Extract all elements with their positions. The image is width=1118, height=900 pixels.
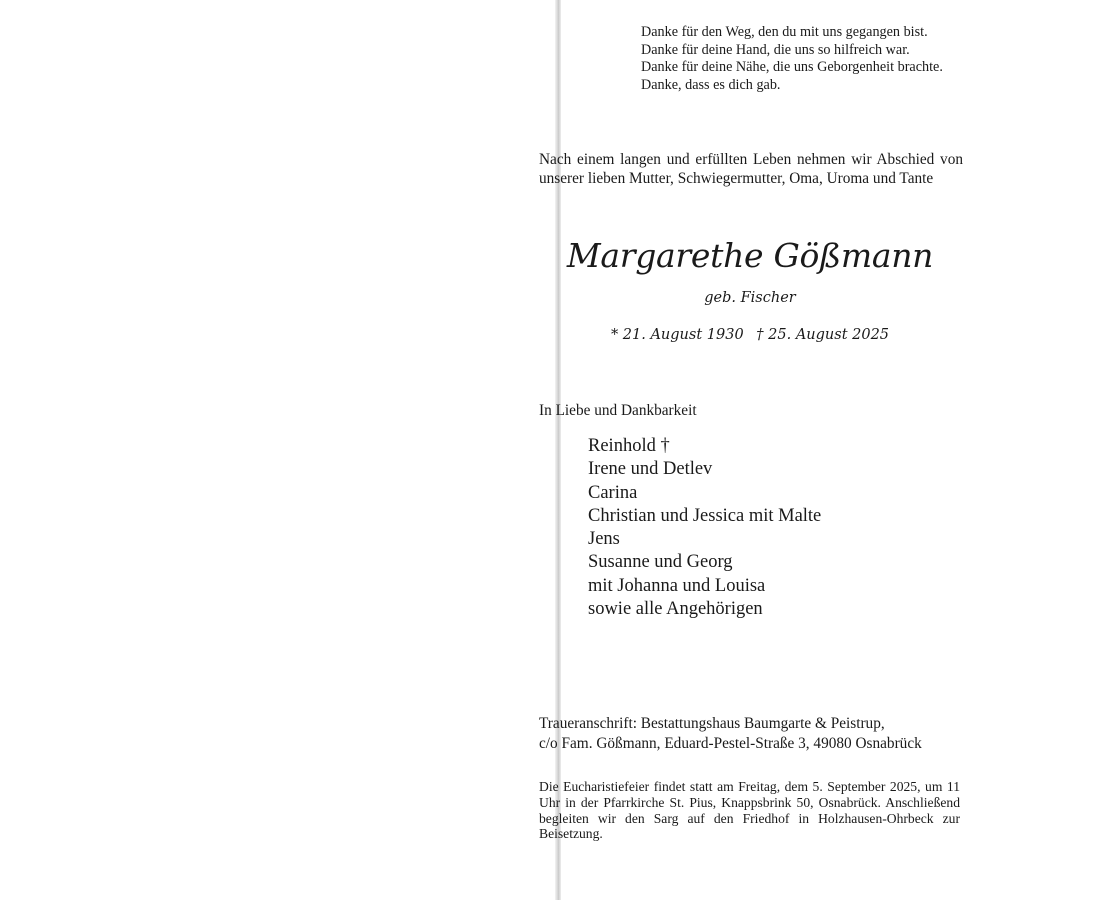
family-member: sowie alle Angehörigen: [588, 599, 763, 620]
family-member: Jens: [588, 529, 620, 550]
poem-line: Danke, dass es dich gab.: [641, 76, 781, 93]
family-member: Carina: [588, 482, 638, 503]
closing-phrase: In Liebe und Dankbarkeit: [539, 402, 697, 419]
family-member: Irene und Detlev: [588, 459, 713, 480]
mourning-address: [539, 714, 969, 754]
address-line: c/o Fam. Gößmann, Eduard-Pestel-Straße 3, 49080 Osnabrück: [539, 735, 922, 752]
family-member: Christian und Jessica mit Malte: [588, 505, 822, 526]
service-info: Die Eucharistiefeier findet statt am Freitag, dem 5. September 2025, um 11 Uhr in der Pfarrkirche St. Pius, Knappsbrink 50, Osnabrück. Anschließend begleiten wir den Sarg auf den Friedhof in Holzhausen-Ohrbeck zur Beisetzung.: [539, 779, 960, 842]
family-list: [588, 435, 918, 621]
life-dates: [540, 325, 960, 345]
family-member: mit Johanna und Louisa: [588, 575, 766, 596]
poem-line: Danke für deine Nähe, die uns Geborgenheit brachte.: [641, 59, 943, 76]
family-member: Reinhold †: [588, 436, 670, 456]
poem-line: Danke für deine Hand, die uns so hilfreich war.: [641, 41, 910, 58]
poem-line: Danke für den Weg, den du mit uns gegangen bist.: [641, 24, 928, 40]
poem: [641, 24, 1001, 94]
family-member: Susanne und Georg: [588, 552, 733, 573]
death-date: † 25. August 2025: [756, 327, 890, 343]
intro-text: Nach einem langen und erfüllten Leben nehmen wir Abschied von unserer lieben Mutter, Schwiegermutter, Oma, Uroma und Tante: [539, 151, 963, 187]
page-fold-line: [555, 0, 561, 900]
birth-date: * 21. August 1930: [610, 327, 744, 343]
birth-name: geb. Fischer: [704, 290, 796, 306]
address-line: Traueranschrift: Bestattungshaus Baumgarte & Peistrup,: [539, 715, 885, 732]
deceased-name: Margarethe Gößmann: [566, 236, 934, 275]
